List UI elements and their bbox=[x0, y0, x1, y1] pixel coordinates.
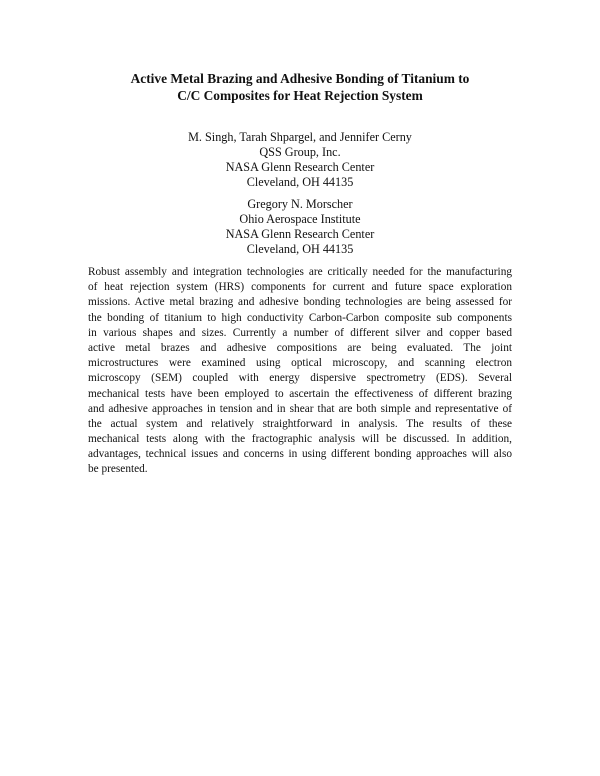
organization: Ohio Aerospace Institute bbox=[239, 212, 361, 226]
affiliation-block-1 bbox=[100, 130, 500, 190]
title-line-1: Active Metal Brazing and Adhesive Bonding of Titanium to bbox=[130, 71, 470, 86]
author-names: Gregory N. Morscher bbox=[247, 197, 353, 211]
location: Cleveland, OH 44135 bbox=[246, 242, 354, 256]
research-center: NASA Glenn Research Center bbox=[225, 160, 375, 174]
abstract-line: microscopy (SEM) coupled with energy dispersive spectrometry (EDS). Several bbox=[88, 372, 512, 385]
abstract-line: the bonding of titanium to high conductivity Carbon-Carbon composite sub components bbox=[88, 311, 512, 324]
research-center: NASA Glenn Research Center bbox=[225, 227, 375, 241]
title-line-2: C/C Composites for Heat Rejection System bbox=[177, 88, 423, 103]
author-names: M. Singh, Tarah Shpargel, and Jennifer Cerny bbox=[188, 130, 412, 144]
abstract-line: and adhesive approaches in tension and in shear that are both simple and representative of bbox=[88, 402, 512, 415]
abstract-paragraph bbox=[88, 265, 512, 478]
abstract-line: the actual system and relatively straightforward in analysis. The results of these bbox=[88, 417, 512, 430]
abstract-line: mechanical tests have been employed to ascertain the effectiveness of different brazing bbox=[88, 387, 512, 400]
abstract-line: advantages, technical issues and concerns in using different bonding approaches will also bbox=[88, 448, 512, 461]
abstract-line: mechanical tests along with the fractographic analysis will be discussed. In addition, bbox=[88, 433, 512, 446]
abstract-line: active metal brazes and adhesive compositions are being evaluated. The joint bbox=[88, 341, 512, 354]
abstract-line: of heat rejection system (HRS) components for current and future space exploration bbox=[88, 281, 512, 294]
paper-title bbox=[60, 70, 540, 104]
abstract-line: Robust assembly and integration technologies are critically needed for the manufacturing bbox=[88, 266, 512, 278]
affiliation-block-2 bbox=[100, 197, 500, 257]
abstract-line: be presented. bbox=[88, 463, 148, 476]
location: Cleveland, OH 44135 bbox=[246, 175, 354, 189]
abstract-line: in various shapes and sizes. Currently a number of different silver and copper based bbox=[88, 326, 512, 339]
abstract-line: missions. Active metal brazing and adhesive bonding technologies are being assessed for bbox=[88, 296, 512, 309]
abstract-line: microstructures were examined using optical microscopy, and scanning electron bbox=[88, 357, 512, 370]
organization: QSS Group, Inc. bbox=[259, 145, 341, 159]
